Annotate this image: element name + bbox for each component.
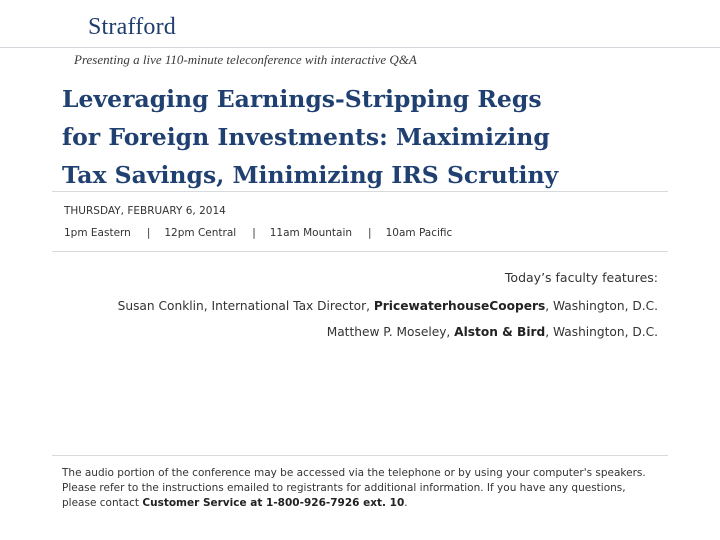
time-central: 12pm Central xyxy=(164,227,237,239)
time-separator: | xyxy=(252,227,256,239)
audio-instructions xyxy=(62,466,662,511)
speaker-name: Matthew P. Moseley, xyxy=(326,325,455,339)
time-pacific: 10am Pacific xyxy=(385,227,453,239)
speaker-firm: PricewaterhouseCoopers xyxy=(373,299,546,313)
time-separator: | xyxy=(146,227,151,239)
title-line: Leveraging Earnings-Stripping Regs xyxy=(62,85,542,113)
time-eastern: 1pm Eastern xyxy=(64,227,131,239)
time-separator: | xyxy=(368,227,372,239)
strafford-logo: Strafford xyxy=(88,14,177,40)
speaker-line xyxy=(327,325,658,339)
time-mountain: 11am Mountain xyxy=(269,227,353,239)
header-divider xyxy=(0,47,720,48)
webinar-title xyxy=(62,80,622,194)
faculty-heading: Today’s faculty features: xyxy=(504,270,658,285)
event-date: THURSDAY, FEBRUARY 6, 2014 xyxy=(64,205,226,217)
footer-text: The audio portion of the conference may be accessed via the telephone or by using your computer's speakers. Please refer to the instructions emailed to registrants for additional information. If you have any questions, please contact xyxy=(62,467,646,509)
footer-end: . xyxy=(404,497,408,509)
divider xyxy=(52,251,668,252)
speaker-location: , Washington, D.C. xyxy=(545,299,658,313)
teleconference-subtitle: Presenting a live 110-minute teleconference with interactive Q&A xyxy=(74,52,417,67)
customer-service-contact: Customer Service at 1-800-926-7926 ext. 10 xyxy=(142,497,405,509)
speaker-name: Susan Conklin, International Tax Director, xyxy=(117,299,374,313)
speaker-location: , Washington, D.C. xyxy=(545,325,658,339)
title-line: for Foreign Investments: Maximizing xyxy=(62,123,550,151)
speaker-firm: Alston & Bird xyxy=(454,325,546,339)
divider xyxy=(52,455,668,456)
title-line: Tax Savings, Minimizing IRS Scrutiny xyxy=(62,161,559,189)
event-times xyxy=(64,227,452,239)
divider xyxy=(52,191,668,192)
speaker-line xyxy=(118,299,658,313)
